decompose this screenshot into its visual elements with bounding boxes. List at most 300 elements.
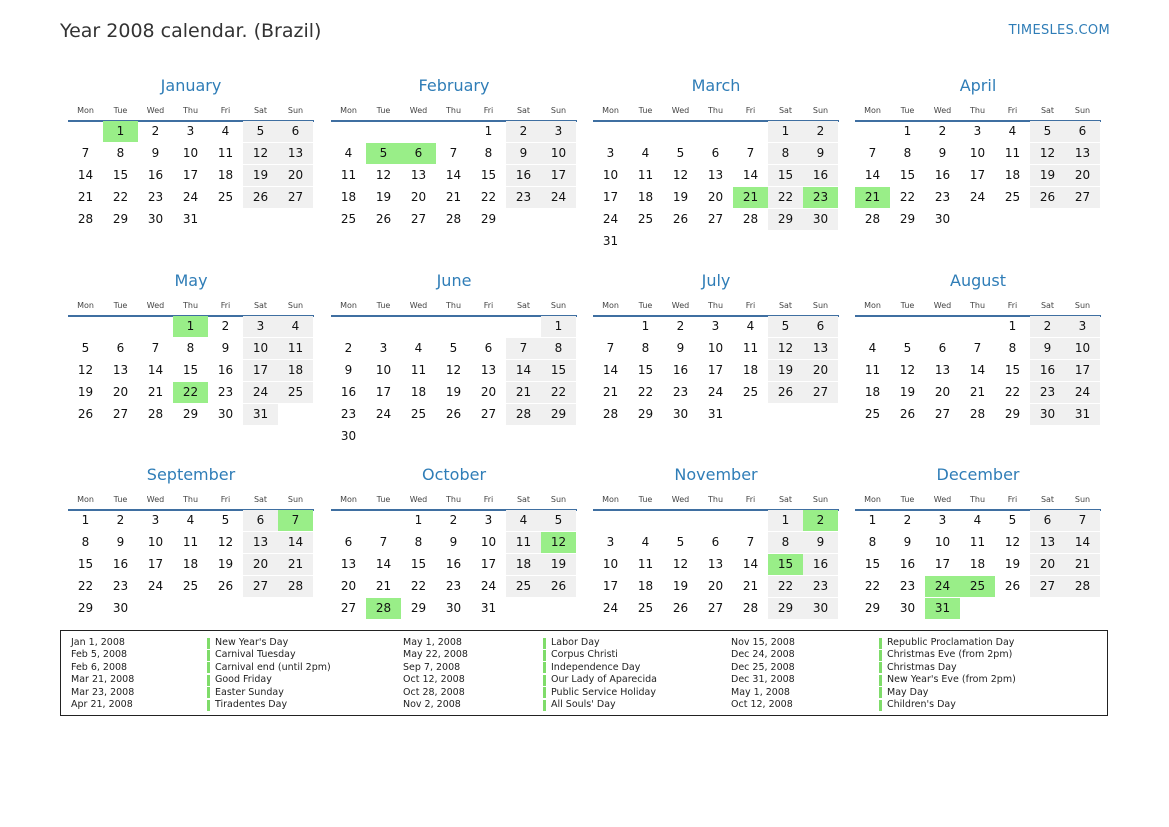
day-cell: 18: [217, 168, 234, 182]
day-cell: 8: [414, 535, 423, 549]
weekday-label: Mon: [77, 301, 94, 310]
day-cell: 7: [506, 338, 541, 359]
day-cell: 22: [77, 579, 94, 593]
day-cell: 26: [899, 407, 916, 421]
day-cell: 8: [484, 146, 493, 160]
day-cell: 10: [707, 341, 724, 355]
legend-holiday-name: New Year's Day: [215, 637, 289, 648]
day-cell: 26: [768, 382, 803, 403]
day-cell: 15: [899, 168, 916, 182]
legend-marker: [543, 687, 546, 698]
day-cell: 11: [182, 535, 199, 549]
legend-date: Jan 1, 2008: [71, 637, 125, 648]
day-cell: 12: [1004, 535, 1021, 549]
day-cell: 12: [445, 363, 462, 377]
legend-marker: [207, 687, 210, 698]
weekday-label: Mon: [340, 301, 357, 310]
day-cell: 6: [1030, 510, 1065, 531]
day-cell: 14: [1065, 532, 1100, 553]
weekday-label: Tue: [638, 495, 653, 504]
day-cell: 22: [864, 579, 881, 593]
legend-marker: [879, 638, 882, 649]
day-cell: 30: [217, 407, 234, 421]
weekday-label: Thu: [445, 106, 462, 115]
day-cell: 18: [742, 363, 759, 377]
day-cell: 27: [803, 382, 838, 403]
day-cell: 8: [903, 146, 912, 160]
day-cell: 28: [969, 407, 986, 421]
day-cell: 20: [803, 360, 838, 381]
legend-date: Dec 24, 2008: [731, 649, 795, 661]
day-cell: 22: [637, 385, 654, 399]
legend-marker: [543, 700, 546, 711]
weekday-label: Sun: [287, 106, 304, 115]
day-cell: 12: [672, 557, 689, 571]
day-cell: 3: [541, 121, 576, 142]
day-cell: 2: [344, 341, 353, 355]
day-cell: 8: [186, 341, 195, 355]
month-title: September: [146, 465, 236, 484]
month-title: April: [959, 76, 997, 95]
day-cell: 25: [340, 212, 357, 226]
day-cell: 17: [147, 557, 164, 571]
day-cell: 21: [1065, 554, 1100, 575]
day-cell: 31: [707, 407, 724, 421]
day-cell: 1: [868, 513, 877, 527]
month-title: July: [701, 271, 731, 290]
holiday-day-cell: 12: [541, 532, 576, 553]
weekday-label: Sat: [1040, 495, 1055, 504]
day-cell: 25: [410, 407, 427, 421]
day-cell: 8: [116, 146, 125, 160]
weekday-label: Thu: [969, 495, 986, 504]
day-cell: 17: [602, 579, 619, 593]
day-cell: 14: [445, 168, 462, 182]
day-cell: 1: [1008, 319, 1017, 333]
day-cell: 25: [217, 190, 234, 204]
day-cell: 19: [1030, 165, 1065, 186]
day-cell: 23: [340, 407, 357, 421]
day-cell: 25: [506, 576, 541, 597]
day-cell: 14: [742, 168, 759, 182]
weekday-label: Sun: [550, 301, 567, 310]
weekday-label: Tue: [376, 301, 391, 310]
weekday-label: Sun: [1074, 495, 1091, 504]
day-cell: 17: [243, 360, 278, 381]
day-cell: 28: [77, 212, 94, 226]
day-cell: 9: [903, 535, 912, 549]
day-cell: 13: [243, 532, 278, 553]
holiday-day-cell: 22: [173, 382, 208, 403]
day-cell: 19: [1004, 557, 1021, 571]
month-title: May: [174, 271, 208, 290]
weekday-header: [855, 106, 1101, 116]
month-title: December: [936, 465, 1020, 484]
day-cell: 29: [768, 598, 803, 619]
weekday-label: Sun: [812, 301, 829, 310]
day-cell: 14: [147, 363, 164, 377]
day-cell: 28: [742, 212, 759, 226]
day-cell: 19: [899, 385, 916, 399]
legend-marker: [879, 687, 882, 698]
day-cell: 18: [278, 360, 313, 381]
day-cell: 31: [1065, 404, 1100, 425]
month-title: October: [421, 465, 487, 484]
day-cell: 23: [147, 190, 164, 204]
holiday-day-cell: 31: [925, 598, 960, 619]
day-cell: 12: [1030, 143, 1065, 164]
day-cell: 8: [81, 535, 90, 549]
day-cell: 16: [672, 363, 689, 377]
day-cell: 2: [449, 513, 458, 527]
day-cell: 11: [340, 168, 357, 182]
day-cell: 11: [637, 557, 654, 571]
weekday-label: Fri: [220, 495, 231, 504]
day-cell: 13: [707, 557, 724, 571]
day-cell: 17: [969, 168, 986, 182]
legend-date: Nov 15, 2008: [731, 637, 795, 648]
month-title: March: [691, 76, 741, 95]
day-cell: 27: [112, 407, 129, 421]
holiday-day-cell: 7: [278, 510, 313, 531]
day-cell: 23: [899, 579, 916, 593]
day-cell: 28: [864, 212, 881, 226]
day-cell: 5: [1008, 513, 1017, 527]
legend-marker: [879, 675, 882, 686]
day-cell: 16: [147, 168, 164, 182]
day-cell: 24: [182, 190, 199, 204]
day-cell: 3: [186, 124, 195, 138]
day-cell: 3: [243, 316, 278, 337]
day-cell: 5: [243, 121, 278, 142]
day-cell: 5: [903, 341, 912, 355]
day-cell: 26: [672, 601, 689, 615]
day-cell: 16: [803, 165, 838, 186]
weekday-label: Sat: [778, 301, 793, 310]
day-cell: 10: [541, 143, 576, 164]
weekday-header: [331, 106, 577, 116]
day-cell: 15: [637, 363, 654, 377]
day-cell: 13: [278, 143, 313, 164]
day-cell: 20: [707, 579, 724, 593]
holiday-day-cell: 25: [960, 576, 995, 597]
day-cell: 18: [340, 190, 357, 204]
day-cell: 29: [899, 212, 916, 226]
day-cell: 7: [746, 146, 755, 160]
day-cell: 28: [445, 212, 462, 226]
day-cell: 26: [217, 579, 234, 593]
weekday-label: Tue: [638, 301, 653, 310]
legend-date: Oct 12, 2008: [731, 699, 793, 710]
weekday-label: Wed: [409, 301, 428, 310]
day-cell: 4: [506, 510, 541, 531]
day-cell: 5: [676, 535, 685, 549]
legend-marker: [879, 700, 882, 711]
weekday-label: Sat: [778, 106, 793, 115]
day-cell: 16: [445, 557, 462, 571]
day-cell: 23: [506, 187, 541, 208]
day-cell: 2: [116, 513, 125, 527]
weekday-header: [855, 301, 1101, 311]
day-cell: 19: [375, 190, 392, 204]
day-cell: 6: [116, 341, 125, 355]
weekday-label: Wed: [409, 495, 428, 504]
day-cell: 24: [541, 187, 576, 208]
holiday-day-cell: 1: [103, 121, 138, 142]
day-cell: 27: [707, 212, 724, 226]
day-cell: 13: [803, 338, 838, 359]
legend-date: Dec 31, 2008: [731, 674, 795, 686]
weekday-label: Wed: [146, 495, 165, 504]
day-cell: 6: [711, 146, 720, 160]
legend-marker: [543, 675, 546, 686]
weekday-label: Tue: [113, 106, 128, 115]
day-cell: 13: [480, 363, 497, 377]
weekday-header: [331, 495, 577, 505]
day-cell: 22: [768, 187, 803, 208]
day-cell: 1: [414, 513, 423, 527]
day-cell: 11: [969, 535, 986, 549]
day-cell: 4: [868, 341, 877, 355]
day-cell: 17: [182, 168, 199, 182]
day-cell: 30: [672, 407, 689, 421]
weekday-label: Thu: [707, 495, 724, 504]
weekday-label: Thu: [969, 301, 986, 310]
day-cell: 6: [1065, 121, 1100, 142]
day-cell: 22: [899, 190, 916, 204]
day-cell: 28: [506, 404, 541, 425]
day-cell: 1: [903, 124, 912, 138]
day-cell: 17: [707, 363, 724, 377]
day-cell: 14: [375, 557, 392, 571]
day-cell: 21: [278, 554, 313, 575]
day-cell: 7: [151, 341, 160, 355]
day-cell: 18: [1004, 168, 1021, 182]
weekday-label: Sat: [253, 106, 268, 115]
weekday-label: Thu: [445, 495, 462, 504]
weekday-header: [331, 301, 577, 311]
day-cell: 25: [742, 385, 759, 399]
day-cell: 8: [768, 143, 803, 164]
day-cell: 27: [410, 212, 427, 226]
legend-date: Feb 6, 2008: [71, 661, 128, 673]
day-cell: 27: [707, 601, 724, 615]
weekday-label: Wed: [671, 301, 690, 310]
day-cell: 14: [278, 532, 313, 553]
day-cell: 9: [449, 535, 458, 549]
month-title: August: [950, 271, 1006, 290]
day-cell: 14: [742, 557, 759, 571]
day-cell: 27: [243, 576, 278, 597]
legend-holiday-name: Carnival end (until 2pm): [215, 661, 331, 673]
day-cell: 15: [480, 168, 497, 182]
day-cell: 1: [641, 319, 650, 333]
day-cell: 8: [1008, 341, 1017, 355]
day-cell: 21: [77, 190, 94, 204]
legend-holiday-name: May Day: [887, 686, 929, 698]
legend-holiday-name: Christmas Eve (from 2pm): [887, 649, 1013, 661]
month-title: February: [418, 76, 490, 95]
day-cell: 15: [1004, 363, 1021, 377]
day-cell: 9: [506, 143, 541, 164]
day-cell: 4: [641, 146, 650, 160]
weekday-label: Tue: [113, 301, 128, 310]
weekday-label: Sat: [253, 301, 268, 310]
day-cell: 8: [541, 338, 576, 359]
legend-marker: [543, 662, 546, 673]
day-cell: 5: [221, 513, 230, 527]
day-cell: 19: [243, 165, 278, 186]
weekday-label: Thu: [969, 106, 986, 115]
day-cell: 15: [864, 557, 881, 571]
legend-holiday-name: All Souls' Day: [551, 699, 616, 710]
day-cell: 30: [112, 601, 129, 615]
day-cell: 22: [112, 190, 129, 204]
day-cell: 28: [742, 601, 759, 615]
weekday-label: Wed: [146, 301, 165, 310]
day-cell: 9: [116, 535, 125, 549]
day-cell: 30: [934, 212, 951, 226]
day-cell: 10: [480, 535, 497, 549]
legend-holiday-name: Tiradentes Day: [215, 699, 288, 710]
day-cell: 3: [1065, 316, 1100, 337]
day-cell: 9: [803, 143, 838, 164]
day-cell: 24: [375, 407, 392, 421]
weekday-label: Thu: [707, 106, 724, 115]
day-cell: 3: [379, 341, 388, 355]
day-cell: 21: [445, 190, 462, 204]
day-cell: 10: [243, 338, 278, 359]
weekday-label: Fri: [745, 106, 756, 115]
day-cell: 27: [480, 407, 497, 421]
day-cell: 29: [112, 212, 129, 226]
day-cell: 7: [1065, 510, 1100, 531]
weekday-header: [593, 495, 839, 505]
day-cell: 11: [217, 146, 234, 160]
day-cell: 7: [606, 341, 615, 355]
day-cell: 27: [1065, 187, 1100, 208]
legend-date: Oct 12, 2008: [403, 674, 465, 686]
weekday-label: Tue: [900, 301, 915, 310]
weekday-label: Mon: [340, 495, 357, 504]
day-cell: 28: [278, 576, 313, 597]
day-cell: 23: [803, 576, 838, 597]
day-cell: 5: [1030, 121, 1065, 142]
legend-date: May 22, 2008: [403, 649, 468, 661]
day-cell: 30: [445, 601, 462, 615]
weekday-label: Thu: [445, 301, 462, 310]
day-cell: 21: [506, 382, 541, 403]
day-cell: 4: [186, 513, 195, 527]
day-cell: 13: [410, 168, 427, 182]
legend-marker: [543, 650, 546, 661]
weekday-label: Fri: [745, 301, 756, 310]
day-cell: 10: [934, 535, 951, 549]
day-cell: 24: [602, 212, 619, 226]
weekday-label: Tue: [900, 106, 915, 115]
day-cell: 2: [676, 319, 685, 333]
weekday-label: Fri: [1007, 495, 1018, 504]
legend-marker: [207, 700, 210, 711]
day-cell: 3: [484, 513, 493, 527]
day-cell: 21: [742, 579, 759, 593]
day-cell: 29: [1004, 407, 1021, 421]
page-title: Year 2008 calendar. (Brazil): [60, 20, 322, 42]
legend-holiday-name: Our Lady of Aparecida: [551, 674, 657, 686]
day-cell: 11: [1004, 146, 1021, 160]
day-cell: 5: [768, 316, 803, 337]
day-cell: 2: [221, 319, 230, 333]
holiday-day-cell: 21: [855, 187, 890, 208]
weekday-label: Thu: [182, 106, 199, 115]
holiday-day-cell: 6: [401, 143, 436, 164]
day-cell: 22: [1004, 385, 1021, 399]
weekday-label: Fri: [745, 495, 756, 504]
day-cell: 4: [414, 341, 423, 355]
day-cell: 10: [182, 146, 199, 160]
day-cell: 12: [899, 363, 916, 377]
day-cell: 2: [151, 124, 160, 138]
day-cell: 29: [410, 601, 427, 615]
legend-marker: [543, 638, 546, 649]
day-cell: 4: [344, 146, 353, 160]
day-cell: 3: [151, 513, 160, 527]
day-cell: 26: [1030, 187, 1065, 208]
day-cell: 2: [1030, 316, 1065, 337]
day-cell: 24: [969, 190, 986, 204]
legend-date: May 1, 2008: [731, 686, 790, 698]
day-cell: 11: [410, 363, 427, 377]
day-cell: 17: [541, 165, 576, 186]
weekday-header: [593, 301, 839, 311]
day-cell: 31: [243, 404, 278, 425]
legend-holiday-name: Labor Day: [551, 637, 600, 648]
day-cell: 27: [1030, 576, 1065, 597]
legend-holiday-name: Republic Proclamation Day: [887, 637, 1015, 648]
day-cell: 4: [1008, 124, 1017, 138]
day-cell: 29: [480, 212, 497, 226]
day-cell: 20: [1065, 165, 1100, 186]
legend-holiday-name: Corpus Christi: [551, 649, 618, 661]
day-cell: 6: [711, 535, 720, 549]
weekday-label: Tue: [376, 106, 391, 115]
day-cell: 6: [484, 341, 493, 355]
legend-marker: [207, 638, 210, 649]
weekday-label: Sun: [812, 106, 829, 115]
day-cell: 7: [868, 146, 877, 160]
day-cell: 26: [243, 187, 278, 208]
day-cell: 27: [278, 187, 313, 208]
legend-holiday-name: Independence Day: [551, 661, 641, 673]
day-cell: 9: [1030, 338, 1065, 359]
day-cell: 4: [973, 513, 982, 527]
day-cell: 15: [182, 363, 199, 377]
day-cell: 9: [221, 341, 230, 355]
weekday-label: Wed: [933, 106, 952, 115]
month-title: November: [674, 465, 758, 484]
weekday-label: Wed: [933, 301, 952, 310]
day-cell: 30: [803, 598, 838, 619]
day-cell: 5: [449, 341, 458, 355]
day-cell: 7: [379, 535, 388, 549]
day-cell: 16: [899, 557, 916, 571]
day-cell: 22: [410, 579, 427, 593]
day-cell: 20: [243, 554, 278, 575]
day-cell: 9: [151, 146, 160, 160]
day-cell: 3: [711, 319, 720, 333]
brand-link[interactable]: TIMESLES.COM: [1008, 23, 1110, 38]
day-cell: 23: [112, 579, 129, 593]
